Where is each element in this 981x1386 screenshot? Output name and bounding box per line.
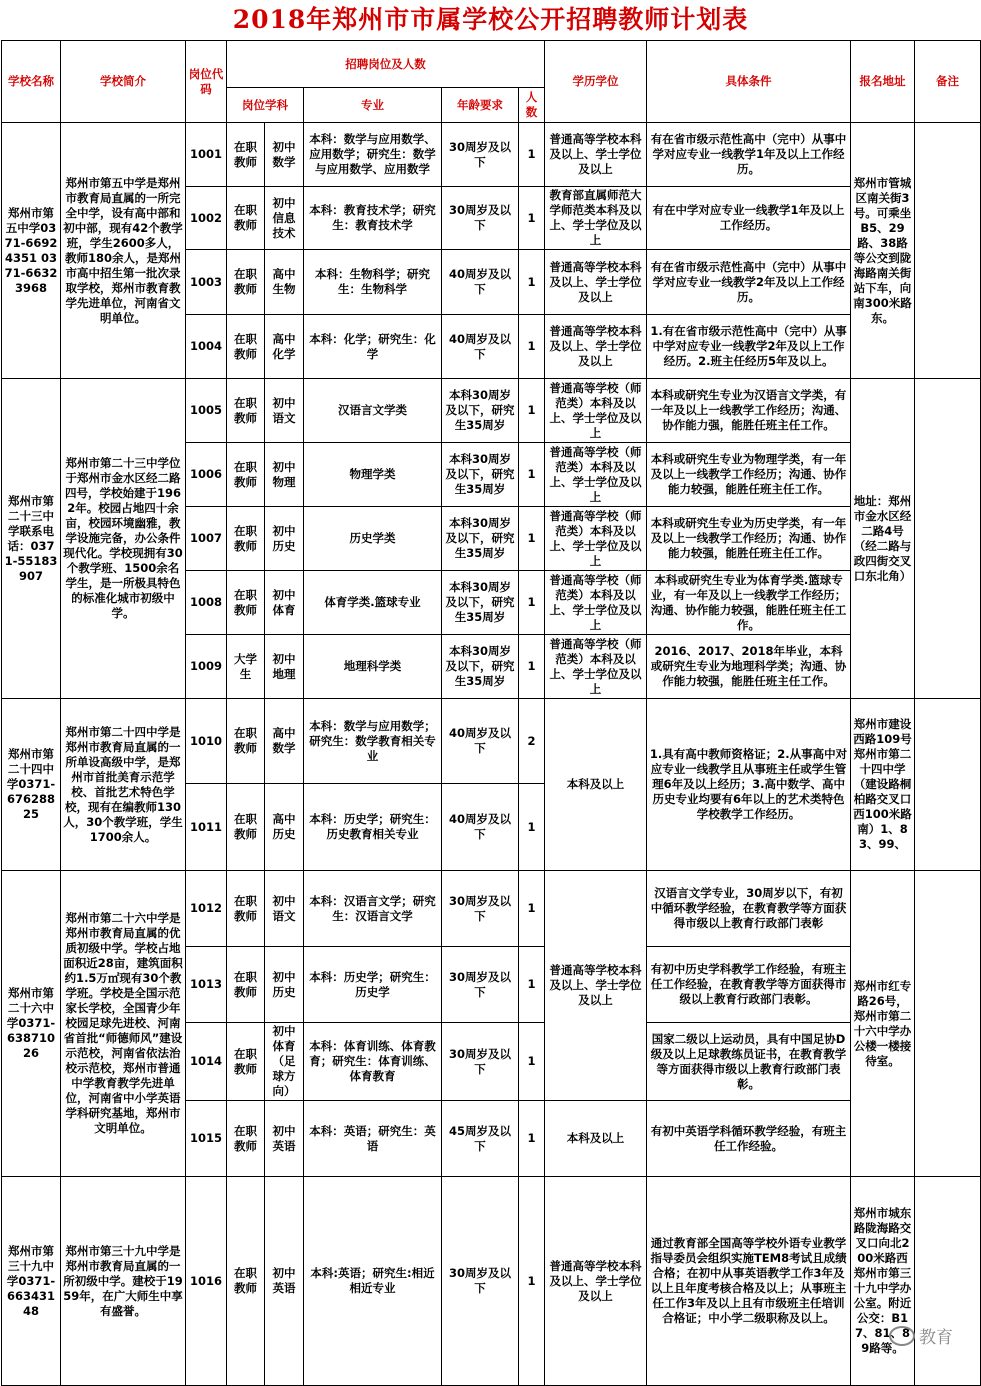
major: 本科：化学；研究生：化学 [304,315,442,379]
post-type: 在职教师 [227,187,265,250]
major: 汉语言文学类 [304,379,442,443]
position-code: 1014 [186,1023,227,1101]
age-requirement: 30周岁及以下 [442,187,519,250]
education: 本科及以上 [545,1101,647,1177]
conditions: 1.具有高中教师资格证；2.从事高中对应专业一线教学且从事班主任或学生管理6年及以上经历；3.高中数学、高中历史专业均要有6年以上的艺术类特色学校教学工作经历。 [647,699,851,871]
post-type: 在职教师 [227,699,265,784]
post-type: 在职教师 [227,1101,265,1177]
school-name: 郑州市第二十四中学0371-67628825 [2,699,61,871]
subject: 初中数学 [265,123,304,187]
education: 普通高等学校本科及以上、学士学位及以上 [545,871,647,1101]
position-code: 1002 [186,187,227,250]
post-type: 在职教师 [227,507,265,571]
position-code: 1016 [186,1177,227,1386]
age-requirement: 30周岁及以下 [442,947,519,1023]
recruitment-table [1,40,981,1386]
post-type: 在职教师 [227,784,265,871]
table-row [2,123,981,187]
major: 历史学类 [304,507,442,571]
headcount: 1 [519,443,545,507]
header-school: 学校名称 [2,41,61,123]
conditions: 2016、2017、2018年毕业，本科或研究生专业为地理科学类；沟通、协作能力较强，能胜任班主任工作。 [647,635,851,699]
header-age: 年龄要求 [442,88,519,123]
major: 本科：汉语言文学；研究生：汉语言文学 [304,871,442,947]
note [915,379,981,699]
subject: 初中历史 [265,507,304,571]
table-row [2,1177,981,1386]
conditions: 本科或研究生专业为物理学类，有一年及以上一线教学工作经历；沟通、协作能力较强，能胜任班主任工作。 [647,443,851,507]
subject: 初中历史 [265,947,304,1023]
subject: 初中地理 [265,635,304,699]
education: 普通高等学校（师范类）本科及以上、学士学位及以上 [545,571,647,635]
header-addr: 报名地址 [851,41,915,123]
subject: 高中化学 [265,315,304,379]
age-requirement: 30周岁及以下 [442,123,519,187]
conditions: 本科或研究生专业为体育学类.篮球专业，有一年及以上一线教学工作经历；沟通、协作能力较强，能胜任班主任工作。 [647,571,851,635]
headcount: 1 [519,379,545,443]
education: 普通高等学校本科及以上、学士学位及以上 [545,123,647,187]
school-intro: 郑州市第二十三中学位于郑州市金水区经二路四号，学校始建于1962年。校园占地四十余亩，校园环境幽雅，教学设施完备，办公条件现代化。学校现拥有30个教学班、1500余名学生，是一所极具特色的标准化城市初级中学。 [61,379,186,699]
age-requirement: 30周岁及以下 [442,1023,519,1101]
school-intro: 郑州市第三十九中学是郑州市教育局直属的一所初级中学。建校于1959年，在广大师生中享有盛誉。 [61,1177,186,1386]
header-note: 备注 [915,41,981,123]
post-type: 在职教师 [227,443,265,507]
age-requirement: 本科30周岁及以下，研究生35周岁 [442,443,519,507]
age-requirement: 30周岁及以下 [442,871,519,947]
post-type: 在职教师 [227,1023,265,1101]
major: 本科：数学与应用数学；研究生：数学教育相关专业 [304,699,442,784]
age-requirement: 40周岁及以下 [442,784,519,871]
education: 普通高等学校（师范类）本科及以上、学士学位及以上 [545,443,647,507]
headcount: 1 [519,871,545,947]
major: 本科:英语；研究生:相近相近专业 [304,1177,442,1386]
subject: 高中生物 [265,250,304,315]
position-code: 1006 [186,443,227,507]
subject: 高中数学 [265,699,304,784]
headcount: 1 [519,187,545,250]
age-requirement: 30周岁及以下 [442,1177,519,1386]
conditions: 有在省市级示范性高中（完中）从事中学对应专业一线教学1年及以上工作经历。 [647,123,851,187]
major: 本科：教育技术学；研究生：教育技术学 [304,187,442,250]
school-intro: 郑州市第二十六中学是郑州市教育局直属的优质初级中学。学校占地面积近28亩，建筑面积约1.5万㎡现有30个教学班。学校是全国示范家长学校，全国青少年校园足球先进校、河南省首批“师德师风”建设示范校，河南省依法治校示范校，郑州市普通中学教育教学先进单位，河南省中小学英语学科研究基地，郑州市文明单位。 [61,871,186,1177]
post-type: 在职教师 [227,379,265,443]
position-code: 1008 [186,571,227,635]
header-row [2,41,981,88]
table-row [2,871,981,947]
education: 教育部直属师范大学师范类本科及以上、学士学位及以上 [545,187,647,250]
subject: 初中英语 [265,1177,304,1386]
headcount: 1 [519,1023,545,1101]
watermark-text: 教育 [919,1328,953,1348]
education: 普通高等学校本科及以上、学士学位及以上 [545,250,647,315]
subject: 初中语文 [265,871,304,947]
position-code: 1005 [186,379,227,443]
conditions: 国家二级以上运动员，具有中国足协D级及以上足球教练员证书，在教育教学等方面获得市级以上教育行政部门表彰。 [647,1023,851,1101]
watermark [889,1323,953,1348]
subject: 高中历史 [265,784,304,871]
conditions: 有初中英语学科循环教学经验，有班主任工作经验。 [647,1101,851,1177]
school-intro: 郑州市第二十四中学是郑州市教育局直属的一所单设高级中学，是郑州市首批美育示范学校、首批艺术特色学校，现有在编教师130人，30个教学班，学生1700余人。 [61,699,186,871]
age-requirement: 45周岁及以下 [442,1101,519,1177]
conditions: 有在中学对应专业一线教学1年及以上工作经历。 [647,187,851,250]
age-requirement: 40周岁及以下 [442,315,519,379]
major: 本科：英语；研究生：英语 [304,1101,442,1177]
header-post-subject: 岗位学科 [227,88,304,123]
header-edu: 学历学位 [545,41,647,123]
address: 郑州市红专路26号，郑州市第二十六中学办公楼一楼接待室。 [851,871,915,1177]
post-type: 大学生 [227,635,265,699]
page-title: 2018年郑州市市属学校公开招聘教师计划表 [232,5,749,34]
headcount: 1 [519,571,545,635]
position-code: 1004 [186,315,227,379]
address: 郑州市管城区南关街3号。可乘坐B5、29路、38路等公交到陇海路南关街站下车，向南300米路东。 [851,123,915,379]
post-type: 在职教师 [227,315,265,379]
major: 本科：数学与应用数学、应用数学；研究生：数学与应用数学、应用数学 [304,123,442,187]
position-code: 1011 [186,784,227,871]
school-intro: 郑州市第五中学是郑州市教育局直属的一所完全中学，设有高中部和初中部，现有42个教学班，学生2600多人，教师180余人，是郑州市高中招生第一批次录取学校，郑州市教育教学先进单位，河南省文明单位。 [61,123,186,379]
major: 本科：历史学；研究生：历史教育相关专业 [304,784,442,871]
post-type: 在职教师 [227,250,265,315]
note [915,699,981,871]
age-requirement: 本科30周岁及以下，研究生35周岁 [442,635,519,699]
position-code: 1003 [186,250,227,315]
major: 物理学类 [304,443,442,507]
headcount: 1 [519,1101,545,1177]
position-code: 1013 [186,947,227,1023]
post-type: 在职教师 [227,871,265,947]
position-code: 1007 [186,507,227,571]
header-intro: 学校简介 [61,41,186,123]
school-name: 郑州市第二十六中学0371-63871026 [2,871,61,1177]
wechat-icon [889,1326,915,1346]
headcount: 1 [519,784,545,871]
age-requirement: 本科30周岁及以下，研究生35周岁 [442,507,519,571]
header-positions: 招聘岗位及人数 [227,41,545,88]
post-type: 在职教师 [227,571,265,635]
position-code: 1015 [186,1101,227,1177]
headcount: 1 [519,250,545,315]
age-requirement: 40周岁及以下 [442,250,519,315]
headcount: 1 [519,1177,545,1386]
education: 普通高等学校（师范类）本科及以上、学士学位及以上 [545,379,647,443]
major: 本科：体育训练、体育教育；研究生：体育训练、体育教育 [304,1023,442,1101]
note [915,123,981,379]
conditions: 汉语言文学专业，30周岁以下，有初中循环教学经验，在教育教学等方面获得市级以上教育行政部门表彰 [647,871,851,947]
school-name: 郑州市第二十三中学联系电话：0371-55183907 [2,379,61,699]
school-name: 郑州市第五中学0371-66924351 0371-66323968 [2,123,61,379]
address: 地址：郑州市金水区经二路4号（经二路与政四街交叉口东北角） [851,379,915,699]
major: 体育学类.篮球专业 [304,571,442,635]
subject: 初中语文 [265,379,304,443]
conditions: 1.有在省市级示范性高中（完中）从事中学对应专业一线教学2年及以上工作经历。2.班主任经历5年及以上。 [647,315,851,379]
note [915,1177,981,1386]
education: 普通高等学校（师范类）本科及以上、学士学位及以上 [545,635,647,699]
conditions: 通过教育部全国高等学校外语专业教学指导委员会组织实施TEM8考试且成绩合格；在初中从事英语教学工作3年及以上且年度考核合格及以上；从事班主任工作3年及以上且有市级班主任培训合格证；中小学二级职称及以上。 [647,1177,851,1386]
headcount: 2 [519,699,545,784]
subject: 初中体育（足球方向） [265,1023,304,1101]
headcount: 1 [519,947,545,1023]
education: 普通高等学校本科及以上、学士学位及以上 [545,315,647,379]
position-code: 1012 [186,871,227,947]
post-type: 在职教师 [227,1177,265,1386]
subject: 初中物理 [265,443,304,507]
post-type: 在职教师 [227,947,265,1023]
conditions: 本科或研究生专业为历史学类，有一年及以上一线教学工作经历；沟通、协作能力较强，能胜任班主任工作。 [647,507,851,571]
school-name: 郑州市第三十九中学0371-66343148 [2,1177,61,1386]
position-code: 1010 [186,699,227,784]
headcount: 1 [519,315,545,379]
subject: 初中英语 [265,1101,304,1177]
headcount: 1 [519,635,545,699]
major: 本科：历史学；研究生：历史学 [304,947,442,1023]
subject: 初中体育 [265,571,304,635]
major: 本科：生物科学；研究生：生物科学 [304,250,442,315]
address: 郑州市城东路陇海路交叉口向北200米路西郑州市第三十九中学办公室。附近公交：B17、81、89路等。 [851,1177,915,1386]
position-code: 1001 [186,123,227,187]
address: 郑州市建设西路109号郑州市第二十四中学（建设路桐柏路交叉口西100米路南）1、83、99、 [851,699,915,871]
position-code: 1009 [186,635,227,699]
age-requirement: 本科30周岁及以下，研究生35周岁 [442,571,519,635]
table-row [2,699,981,784]
note [915,871,981,1177]
age-requirement: 40周岁及以下 [442,699,519,784]
table-row [2,379,981,443]
conditions: 有初中历史学科教学工作经验，有班主任工作经验，在教育教学等方面获得市级以上教育行政部门表彰。 [647,947,851,1023]
conditions: 本科或研究生专业为汉语言文学类，有一年及以上一线教学工作经历；沟通、协作能力强，能胜任班主任工作。 [647,379,851,443]
major: 地理科学类 [304,635,442,699]
post-type: 在职教师 [227,123,265,187]
age-requirement: 本科30周岁及以下，研究生35周岁 [442,379,519,443]
header-major: 专业 [304,88,442,123]
conditions: 有在省市级示范性高中（完中）从事中学对应专业一线教学2年及以上工作经历。 [647,250,851,315]
education: 本科及以上 [545,699,647,871]
header-cond: 具体条件 [647,41,851,123]
education: 普通高等学校（师范类）本科及以上、学士学位及以上 [545,507,647,571]
headcount: 1 [519,507,545,571]
education: 普通高等学校本科及以上、学士学位及以上 [545,1177,647,1386]
header-code: 岗位代码 [186,41,227,123]
subject: 初中信息技术 [265,187,304,250]
header-count: 人数 [519,88,545,123]
headcount: 1 [519,123,545,187]
